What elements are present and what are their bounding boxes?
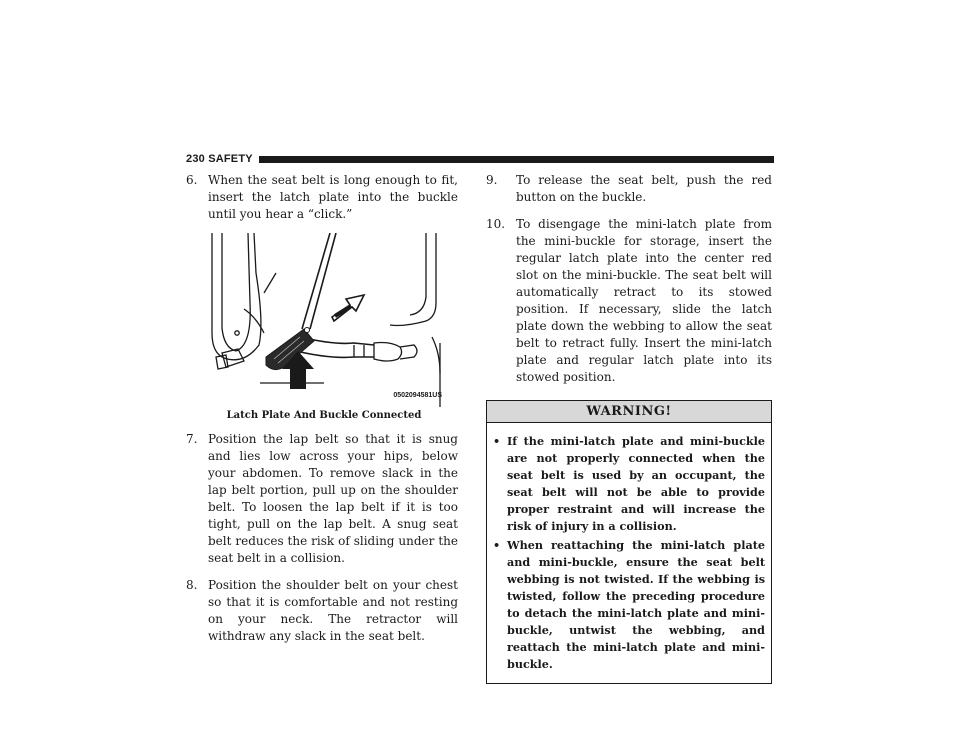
warning-title: WARNING! (487, 401, 771, 423)
figure-caption: Latch Plate And Buckle Connected (226, 410, 422, 421)
step-text: Position the lap belt so that it is snug and lies low across your hips, below your abdomen. To remove slack in the lap belt portion, pull up on the shoulder belt. To loosen the lap belt if it is too tight, pull on the lap belt. A snug seat belt reduces the risk of sliding under the seat belt in a collision. (208, 432, 458, 565)
right-column (486, 172, 772, 684)
warning-bullet (493, 537, 765, 673)
page-header (186, 152, 774, 166)
bullet-dot-icon: • (493, 434, 501, 448)
bullet-dot-icon: • (493, 538, 501, 552)
step-7 (186, 431, 458, 567)
step-number: 10. (486, 217, 506, 231)
page-section-label: 230 SAFETY (186, 153, 253, 165)
step-10 (486, 216, 772, 386)
latch-plate-figure (204, 233, 444, 407)
warning-bullet-text: When reattaching the mini-latch plate and mini-buckle, ensure the seat belt webbing is not twisted. If the webbing is twisted, follow the preceding procedure to detach the mini-latch plate and mini-buckle, untwist the webbing, and reattach the mini-latch plate and mini-buckle. (507, 538, 765, 671)
warning-bullet (493, 433, 765, 535)
step-number: 9. (486, 173, 498, 187)
step-text: To disengage the mini-latch plate from the mini-buckle for storage, insert the regular latch plate into the center red slot on the mini-buckle. The seat belt will automatically retract to its stowed position. If necessary, slide the latch plate down the webbing to allow the seat belt to retract fully. Insert the mini-latch plate and regular latch plate into its stowed position. (516, 217, 772, 384)
warning-bullet-text: If the mini-latch plate and mini-buckle are not properly connected when the seat belt is used by an occupant, the seat belt will not be able to provide proper restraint and will increase the risk of injury in a collision. (507, 434, 765, 533)
step-number: 7. (186, 432, 198, 446)
left-column (186, 172, 458, 645)
step-text: To release the seat belt, push the red button on the buckle. (516, 173, 772, 204)
step-text: When the seat belt is long enough to fit, insert the latch plate into the buckle until you hear a “click.” (208, 173, 458, 221)
warning-box (486, 400, 772, 684)
step-number: 8. (186, 578, 198, 592)
warning-body (487, 423, 771, 683)
step-9 (486, 172, 772, 206)
seat-belt-illustration (204, 233, 444, 407)
header-rule (259, 156, 774, 163)
step-number: 6. (186, 173, 198, 187)
figure-code: 0502094581US (393, 392, 442, 399)
step-text: Position the shoulder belt on your chest so that it is comfortable and not resting on your neck. The retractor will withdraw any slack in the seat belt. (208, 578, 458, 643)
step-6 (186, 172, 458, 223)
step-8 (186, 577, 458, 645)
